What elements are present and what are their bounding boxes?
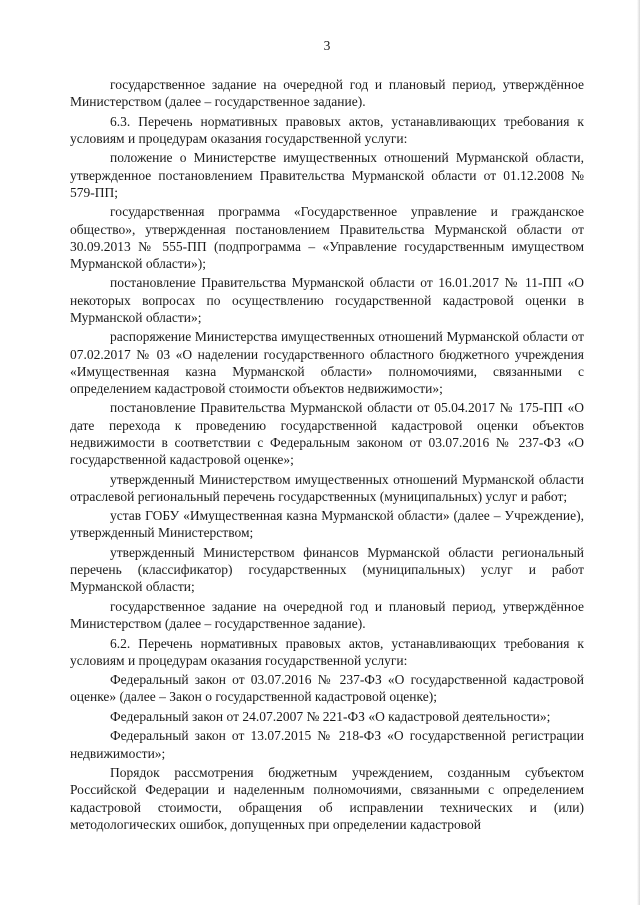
- paragraph: Федеральный закон от 03.07.2016 № 237-ФЗ «О государственной кадастровой оценке» (далее – Закон о государственной кадастровой оценке);: [70, 672, 584, 705]
- page-number: 3: [323, 38, 331, 53]
- paragraph: положение о Министерстве имущественных отношений Мурманской области, утвержденное постановлением Правительства Мурманской области от 01.12.2008 № 579-ПП;: [70, 150, 584, 200]
- paragraph: Порядок рассмотрения бюджетным учреждением, созданным субъектом Российской Федерации и наделенным полномочиями, связанными с определением кадастровой стоимости, обращения об исправлении технических и (или) методологических ошибок, допущенных при определении кадастровой: [70, 765, 584, 832]
- paragraph: утвержденный Министерством имущественных отношений Мурманской области отраслевой региональный перечень государственных (муниципальных) услуг и работ;: [70, 471, 584, 504]
- paragraph: утвержденный Министерством финансов Мурманской области региональный перечень (классификатор) государственных (муниципальных) услуг и работ Мурманской области;: [70, 544, 584, 595]
- paragraph: постановление Правительства Мурманской области от 05.04.2017 № 175-ПП «О дате перехода к проведению государственной кадастровой оценки объектов недвижимости в соответствии с Федеральным законом от 03.07.2016 № 237-ФЗ «О государственной кадастровой оценке»;: [70, 400, 584, 468]
- paragraph: 6.2. Перечень нормативных правовых актов, устанавливающих требования к условиям и процедурам оказания государственной услуги:: [70, 635, 584, 668]
- paragraph: распоряжение Министерства имущественных отношений Мурманской области от 07.02.2017 № 03 «О наделении государственного областного бюджетного учреждения «Имущественная казна Мурманской области» полномочиями, связанными с определением кадастровой стоимости объектов недвижимости»;: [70, 329, 584, 396]
- paragraph: государственное задание на очередной год и плановый период, утверждённое Министерством (далее – государственное задание).: [70, 598, 584, 632]
- paragraph: Федеральный закон от 24.07.2007 № 221-ФЗ «О кадастровой деятельности»;: [110, 708, 551, 724]
- paragraph: устав ГОБУ «Имущественная казна Мурманской области» (далее – Учреждение), утвержденный Министерством;: [70, 508, 584, 541]
- paragraph: государственная программа «Государственное управление и гражданское общество», утвержденная постановлением Правительства Мурманской области от 30.09.2013 № 555-ПП (подпрограмма – «Управление государственным имуществом Мурманской области»);: [70, 204, 584, 271]
- paragraph: Федеральный закон от 13.07.2015 № 218-ФЗ «О государственной регистрации недвижимости»;: [70, 728, 584, 761]
- paragraph: государственное задание на очередной год и плановый период, утверждённое Министерством (далее – государственное задание).: [70, 77, 584, 110]
- paragraph: постановление Правительства Мурманской области от 16.01.2017 № 11-ПП «О некоторых вопросах по осуществлению государственной кадастровой оценки в Мурманской области»;: [70, 275, 584, 325]
- paragraph: 6.3. Перечень нормативных правовых актов, устанавливающих требования к условиям и процедурам оказания государственной услуги:: [70, 113, 584, 146]
